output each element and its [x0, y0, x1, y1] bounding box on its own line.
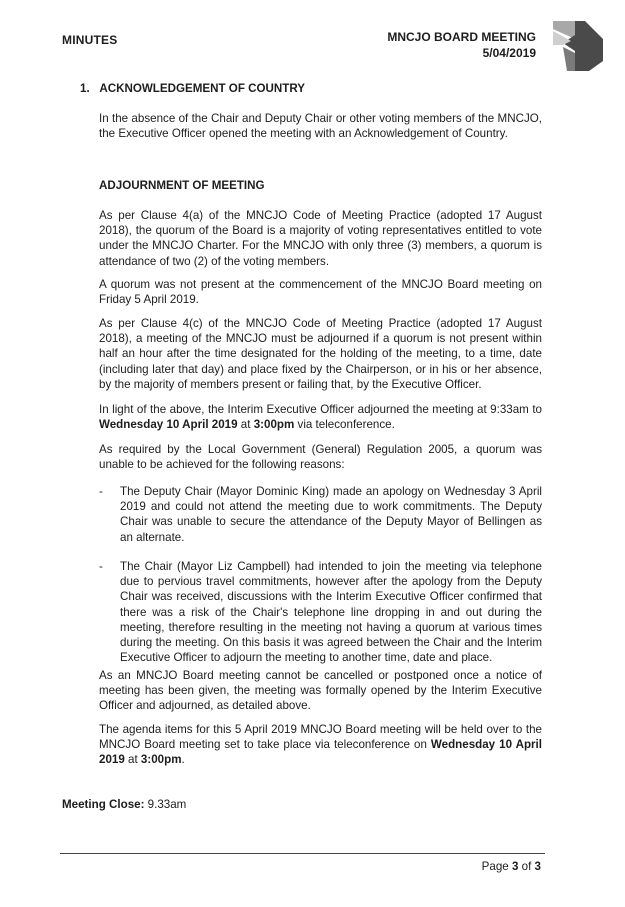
paragraph-quorum-not-present: [99, 277, 542, 307]
paragraph-text: As per Clause 4(c) of the MNCJO Code of Meeting Practice (adopted 17 August 2018), a meeting of the MNCJO must be adjourned if a quorum is not present within half an hour after the time designated for the holding of the meeting, to a time, date (including later that day) and place fixed by the Chairperson, or in his or her absence, by the majority of members present or failing that, by the Executive Officer.: [99, 317, 542, 391]
bullet-dash: -: [99, 560, 103, 573]
section-heading-acknowledgement: [80, 82, 305, 95]
paragraph-adjourn-clause: [99, 316, 542, 392]
page-number: [482, 860, 541, 873]
page-total: 3: [534, 860, 541, 873]
bold-date: Wednesday 10 April 2019: [99, 418, 238, 432]
text-run: In light of the above, the Interim Executive Officer adjourned the meeting at 9:33am to: [99, 403, 542, 416]
page-prefix: Page: [481, 860, 512, 873]
paragraph-text: [99, 722, 542, 768]
bold-date: Wednesday 10 April 2019: [99, 738, 542, 767]
paragraph-text: As an MNCJO Board meeting cannot be cancelled or postponed once a notice of meeting has been given, the meeting was formally opened by the Interim Executive Officer and adjourned, as detailed above.: [99, 669, 542, 713]
text-run: .: [181, 753, 185, 767]
paragraph-text: [99, 402, 542, 432]
list-item-text: The Chair (Mayor Liz Campbell) had intended to join the meeting via telephone due to pervious travel commitments, however after the apology from the Deputy Chair was received, discussions with the Interim Executive Officer confirmed that there was a risk of the Chair's telephone line dropping in and out during the meeting, therefore resulting in the meeting not having a quorum at various times during the meeting. On this basis it was agreed between the Chair and the Interim Executive Officer to adjourn the meeting to another time, date and place.: [120, 560, 542, 665]
bold-time: 3:00pm: [253, 418, 295, 432]
paragraph-text: As required by the Local Government (General) Regulation 2005, a quorum was unable to be achieved for the following reasons:: [99, 443, 542, 472]
meeting-header: [387, 29, 536, 61]
mncjo-logo-icon: [553, 21, 603, 71]
text-run: at: [124, 753, 141, 767]
text-run: The agenda items for this 5 April 2019 MNCJO Board meeting will be held over to the MNCJO Board meeting set to take place via teleconference on: [99, 723, 542, 752]
doc-type-label: MINUTES: [62, 33, 118, 47]
bullet-dash: -: [99, 485, 103, 498]
page-of: of: [518, 860, 535, 873]
paragraph-formally-opened: [99, 668, 542, 714]
acknowledgement-paragraph: In the absence of the Chair and Deputy Chair or other voting members of the MNCJO, the Executive Officer opened the meeting with an Acknowledgement of Country.: [99, 112, 542, 141]
bold-time: 3:00pm: [140, 753, 182, 767]
section-title: ACKNOWLEDGEMENT OF COUNTRY: [99, 82, 306, 95]
meeting-close: [62, 798, 186, 811]
text-run: via teleconference.: [294, 418, 395, 432]
meeting-close-label: Meeting Close:: [62, 798, 145, 811]
acknowledgement-text-block: [99, 111, 542, 141]
page-current: 3: [511, 860, 519, 873]
paragraph-regulation: [99, 442, 542, 472]
paragraph-text: A quorum was not present at the commencement of the MNCJO Board meeting on Friday 5 April 2019.: [99, 278, 542, 307]
section-heading-adjournment: ADJOURNMENT OF MEETING: [99, 179, 265, 192]
paragraph-agenda-held-over: [99, 722, 542, 768]
list-item-text: The Deputy Chair (Mayor Dominic King) made an apology on Wednesday 3 April 2019 and could not attend the meeting due to work commitments. The Deputy Chair was unable to secure the attendance of the Deputy Mayor of Bellingen as an alternate.: [120, 485, 542, 544]
section-number: 1.: [80, 82, 90, 95]
paragraph-adjourned-to: [99, 402, 542, 432]
paragraph-quorum-clause: [99, 208, 542, 269]
meeting-title: MNCJO BOARD MEETING: [387, 30, 536, 44]
footer-divider: [60, 853, 545, 854]
text-run: at: [237, 418, 254, 432]
meeting-close-time: 9.33am: [144, 798, 187, 811]
meeting-date: 5/04/2019: [482, 46, 536, 60]
paragraph-text: As per Clause 4(a) of the MNCJO Code of Meeting Practice (adopted 17 August 2018), the quorum of the Board is a majority of voting representatives entitled to vote under the MNCJO Charter. For the MNCJO with only three (3) members, a quorum is attendance of two (2) of the voting members.: [99, 209, 542, 268]
